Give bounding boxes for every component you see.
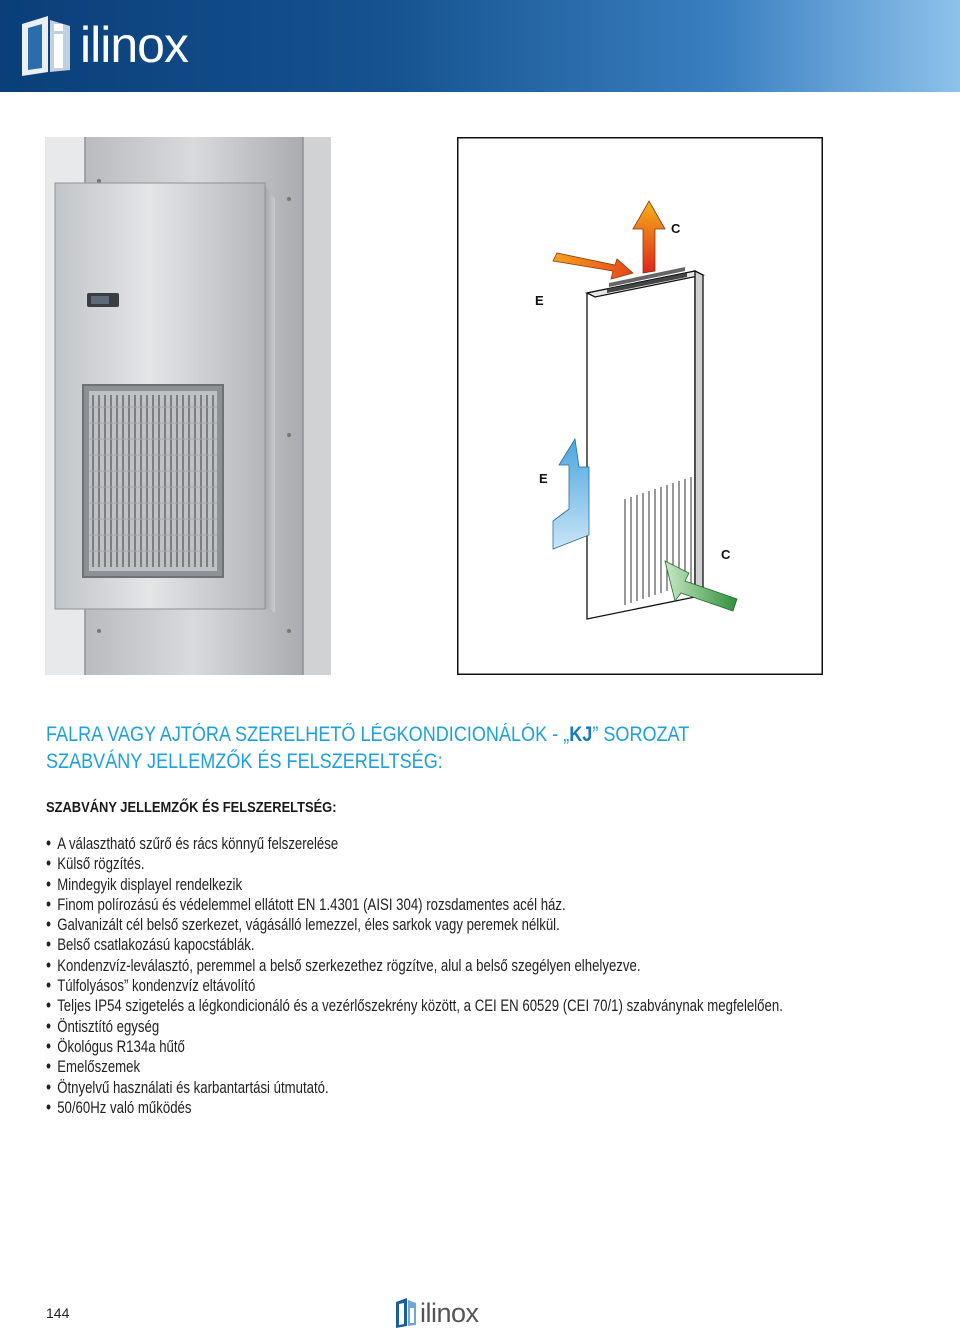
diagram-label-top-c: C	[671, 221, 681, 236]
list-item: • 50/60Hz való működés	[46, 1098, 878, 1118]
ilinox-logo-icon	[394, 1296, 418, 1330]
list-item: • Galvanizált cél belső szerkezet, vágásálló lemezzel, éles sarkok vagy peremek nélkül.	[46, 915, 878, 935]
list-item: • Teljes IP54 szigetelés a légkondicionáló és a vezérlőszekrény között, a CEI EN 60529 (CEI 70/1) szabványnak megfelelően.	[46, 996, 878, 1016]
brand-name: ilinox	[80, 17, 188, 73]
headline-line-2: SZABVÁNY JELLEMZŐK ÉS FELSZERELTSÉG:	[46, 750, 443, 773]
ilinox-logo-icon	[16, 12, 76, 78]
list-item: • Külső rögzítés.	[46, 854, 878, 874]
section-headline	[46, 721, 803, 775]
feature-list	[46, 834, 878, 1118]
list-item: • Öntisztító egység	[46, 1017, 878, 1037]
product-photo	[45, 137, 331, 675]
airflow-diagram	[457, 137, 823, 675]
list-item: • Mindegyik displayel rendelkezik	[46, 875, 878, 895]
list-item: • Kondenzvíz-leválasztó, peremmel a belső szerkezethez rögzítve, alul a belső szegélyen elhelyezve.	[46, 956, 878, 976]
footer-brand-name: ilinox	[420, 1298, 479, 1328]
list-item: • Belső csatlakozású kapocstáblák.	[46, 935, 878, 955]
list-item: • Ötnyelvű használati és karbantartási útmutató.	[46, 1078, 878, 1098]
footer-logo	[394, 1296, 484, 1330]
list-item: • Emelőszemek	[46, 1057, 878, 1077]
header-bar	[0, 0, 960, 92]
list-item: • Finom polírozású és védelemmel ellátott EN 1.4301 (AISI 304) rozsdamentes acél ház.	[46, 895, 878, 915]
diagram-label-bottom-c: C	[721, 547, 731, 562]
features-subheading: SZABVÁNY JELLEMZŐK ÉS FELSZERELTSÉG:	[46, 799, 337, 816]
diagram-label-top-e: E	[535, 293, 544, 308]
list-item: • Túlfolyásos” kondenzvíz eltávolító	[46, 976, 878, 996]
headline-line-1: FALRA VAGY AJTÓRA SZERELHETŐ LÉGKONDICIONÁLÓK - „KJ” SOROZAT	[46, 723, 690, 746]
series-name: KJ	[569, 723, 593, 746]
diagram-label-mid-e: E	[539, 471, 548, 486]
list-item: • Ökológus R134a hűtő	[46, 1037, 878, 1057]
list-item: • A választható szűrő és rács könnyű felszerelése	[46, 834, 878, 854]
page-number: 144	[46, 1305, 70, 1321]
